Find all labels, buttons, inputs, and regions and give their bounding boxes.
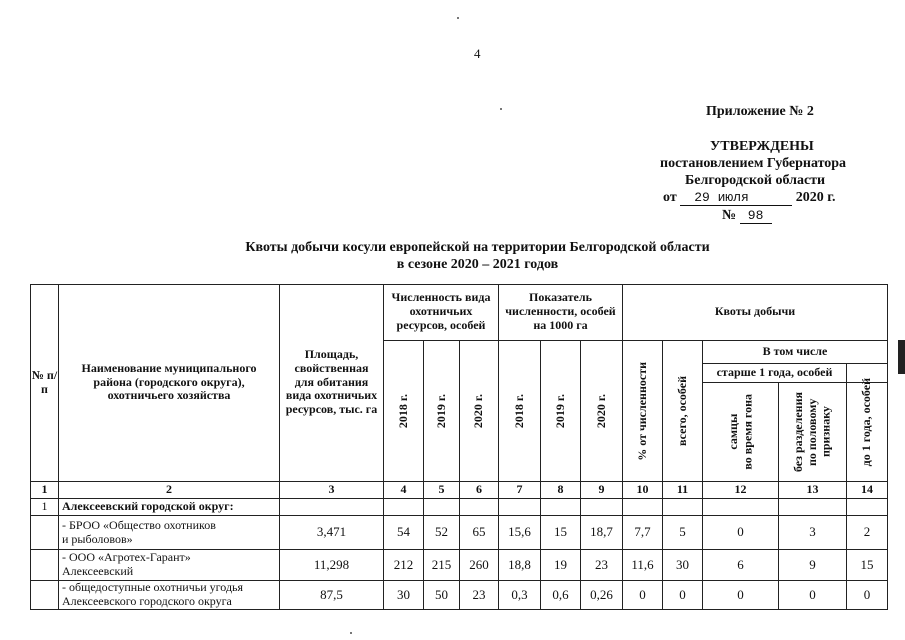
table-cell: 212 xyxy=(393,556,414,572)
col-number: 3 xyxy=(328,482,335,497)
header-percent: % от численности xyxy=(634,361,649,461)
quota-table xyxy=(30,284,888,610)
header-density-2018: 2018 г. xyxy=(511,393,526,429)
table-cell: 19 xyxy=(554,556,567,572)
page-number: 4 xyxy=(474,46,481,61)
document-title-line-2: в сезоне 2020 – 2021 годов xyxy=(396,257,559,272)
document-title-line-1: Квоты добычи косули европейской на территории Белгородской области xyxy=(245,240,710,255)
row-name-line-1: - общедоступные охотничьи угодья xyxy=(62,580,244,595)
header-density-group: Показатель численности, особей на 1000 га xyxy=(505,290,616,332)
col-number: 1 xyxy=(41,482,48,497)
table-cell: 2 xyxy=(863,524,871,540)
col-number: 4 xyxy=(400,482,407,497)
decree-date xyxy=(663,190,835,206)
table-cell: 0 xyxy=(737,586,744,602)
row-name-line-2: Алексеевского городского округа xyxy=(62,594,232,608)
table-cell: 260 xyxy=(469,556,489,572)
col-number: 6 xyxy=(476,482,482,497)
scan-speck xyxy=(350,632,352,634)
header-total: всего, особей xyxy=(674,376,689,446)
date-suffix: 2020 г. xyxy=(795,190,836,205)
decree-line-2: Белгородской области xyxy=(685,173,826,188)
header-males: самцы во время гона xyxy=(726,394,755,470)
table-cell: 0 xyxy=(809,586,816,602)
row-name xyxy=(59,516,282,549)
row-name xyxy=(59,581,282,609)
table-cell: 3 xyxy=(809,524,816,540)
table-cell: 0,26 xyxy=(590,586,613,602)
row-name xyxy=(59,550,282,580)
table-cell: 0,6 xyxy=(552,586,569,602)
header-under1: до 1 года, особей xyxy=(859,378,874,467)
decree-line-1: постановлением Губернатора xyxy=(660,156,847,171)
header-count-group: Численность вида охотничьих ресурсов, особей xyxy=(391,290,491,332)
table-cell: 30 xyxy=(676,556,689,572)
table-cell: 6 xyxy=(737,556,744,572)
table-cell: 215 xyxy=(431,556,452,572)
decree-number xyxy=(722,208,772,224)
table-cell: 50 xyxy=(435,586,448,602)
col-number: 11 xyxy=(676,482,689,497)
row-name-line-1: - БРОО «Общество охотников xyxy=(62,517,216,532)
table-cell: 0 xyxy=(679,586,686,602)
scan-speck xyxy=(500,108,502,110)
row-name-line-2: Алексеевский xyxy=(62,564,134,578)
table-cell: 23 xyxy=(472,586,486,602)
table-cell: 0,3 xyxy=(511,586,528,602)
header-count-2018: 2018 г. xyxy=(395,393,410,429)
header-area: Площадь, свойственная для обитания вида охотничьих ресурсов, тыс. га xyxy=(285,347,378,417)
col-number: 13 xyxy=(806,482,819,497)
col-number: 8 xyxy=(557,482,564,497)
number-prefix: № xyxy=(722,208,737,223)
date-handwritten: 29 июля xyxy=(680,190,792,206)
approved-label: УТВЕРЖДЕНЫ xyxy=(710,139,814,154)
header-no-sex: без разделения по половому признаку xyxy=(790,391,833,473)
table-cell: 18,7 xyxy=(590,524,613,540)
section-number: 1 xyxy=(41,499,48,514)
row-name-line-2: и рыболовов» xyxy=(62,531,133,546)
header-num: № п/п xyxy=(31,367,58,396)
col-number: 7 xyxy=(516,482,523,497)
number-handwritten: 98 xyxy=(740,208,772,224)
row-name-line-1: - ООО «Агротех-Гарант» xyxy=(62,550,191,565)
table-cell: 0 xyxy=(863,586,871,602)
table-cell: 7,7 xyxy=(634,524,651,540)
col-number: 14 xyxy=(861,482,873,497)
date-prefix: от xyxy=(663,190,677,205)
header-count-2020: 2020 г. xyxy=(471,393,486,429)
scan-speck xyxy=(457,17,459,19)
table-cell: 52 xyxy=(435,524,448,540)
table-cell: 15 xyxy=(554,524,567,540)
table-cell: 3,471 xyxy=(316,524,347,540)
table-cell: 0 xyxy=(737,524,744,540)
table-cell: 5 xyxy=(679,524,686,540)
header-count-2019: 2019 г. xyxy=(433,393,448,429)
scan-edge-mark xyxy=(898,340,905,374)
table-cell: 11,6 xyxy=(631,556,654,572)
table-cell: 11,298 xyxy=(313,556,350,572)
table-cell: 23 xyxy=(595,556,608,572)
appendix-label: Приложение № 2 xyxy=(706,104,814,119)
col-number: 5 xyxy=(438,482,445,497)
header-including: В том числе xyxy=(762,344,828,359)
header-density-2019: 2019 г. xyxy=(552,393,567,429)
col-number: 12 xyxy=(734,482,747,497)
table-cell: 87,5 xyxy=(320,586,343,602)
table-cell: 15 xyxy=(860,556,874,572)
header-quota-group: Квоты добычи xyxy=(714,304,796,319)
table-cell: 30 xyxy=(397,586,410,602)
table-cell: 54 xyxy=(397,524,410,540)
header-density-2020: 2020 г. xyxy=(593,393,608,429)
table-cell: 65 xyxy=(472,524,486,540)
header-older: старше 1 года, особей xyxy=(716,365,833,380)
table-cell: 18,8 xyxy=(508,556,531,572)
col-number: 10 xyxy=(636,482,649,497)
section-name: Алексеевский городской округ: xyxy=(62,499,234,514)
col-number: 2 xyxy=(166,482,172,497)
table-cell: 9 xyxy=(809,556,816,572)
table-cell: 0 xyxy=(639,586,646,602)
header-name: Наименование муниципального района (городского округа), охотничьего хозяйства xyxy=(81,360,257,403)
table-cell: 15,6 xyxy=(508,524,531,540)
col-number: 9 xyxy=(598,482,605,497)
